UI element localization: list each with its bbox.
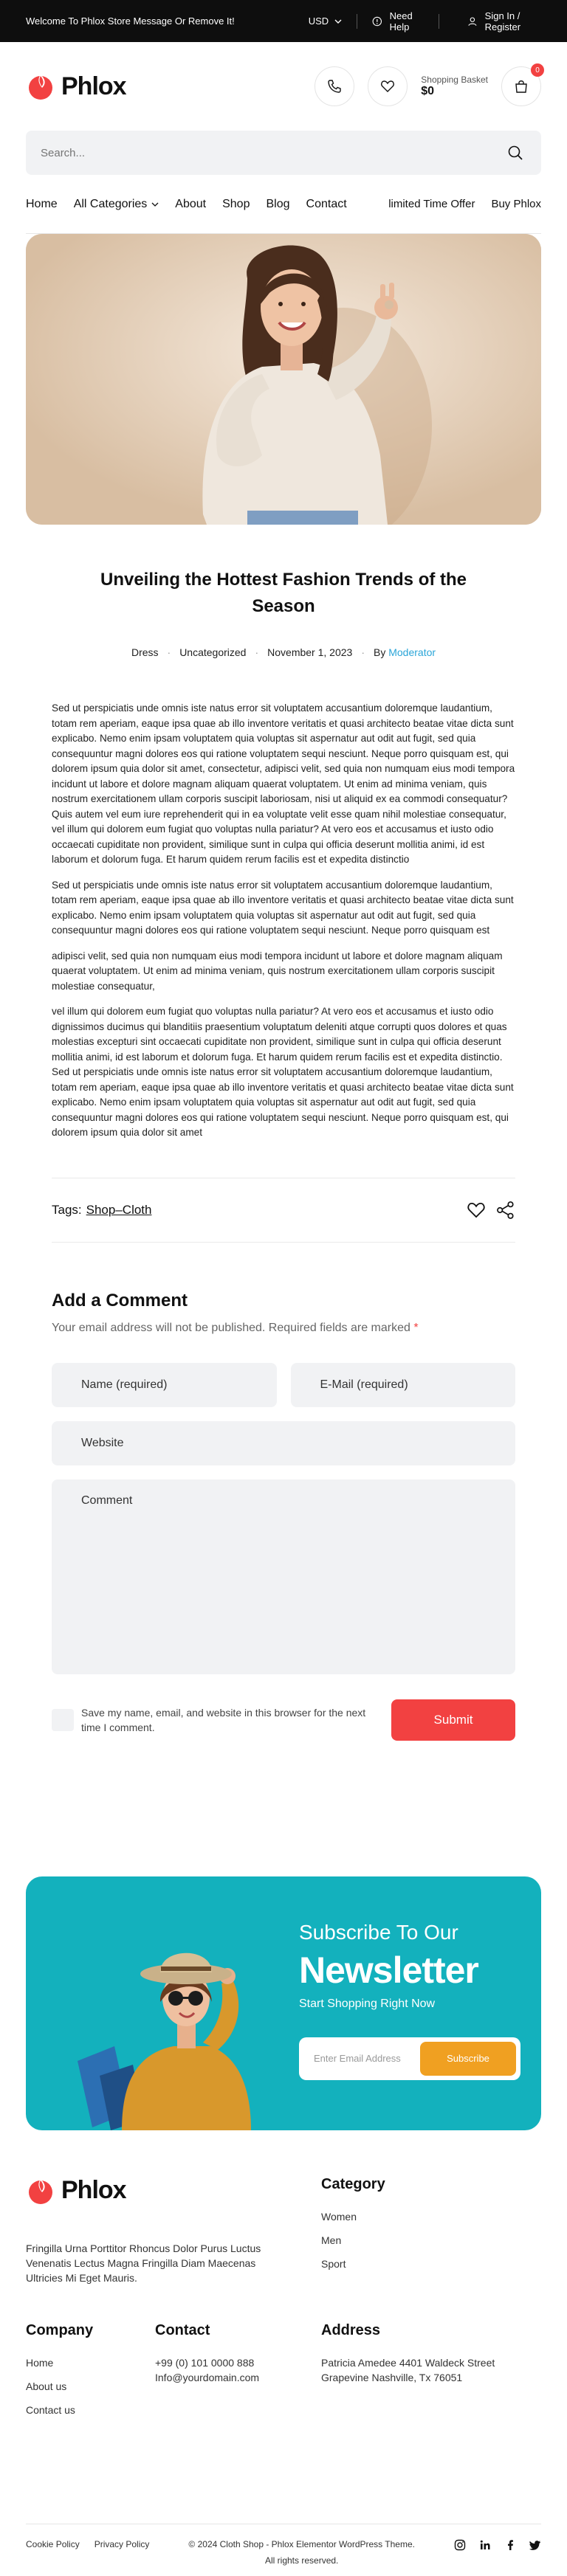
cart-count-badge: 0: [531, 63, 544, 77]
footer-category-link[interactable]: Women: [321, 2210, 357, 2223]
welcome-message: Welcome To Phlox Store Message Or Remove It!: [26, 15, 235, 27]
woman-photo-illustration: [26, 234, 541, 525]
newsletter-title: Newsletter: [299, 1949, 478, 1991]
post-featured-image: [26, 234, 541, 525]
linkedin-icon[interactable]: [479, 2539, 491, 2551]
twitter-icon[interactable]: [529, 2539, 541, 2551]
newsletter-email-input[interactable]: Enter Email Address: [314, 2053, 401, 2064]
footer-company-link[interactable]: Home: [26, 2356, 54, 2369]
comment-form: [52, 1363, 515, 1741]
currency-select[interactable]: [309, 15, 342, 27]
need-help-link[interactable]: [372, 10, 424, 32]
author-link[interactable]: Moderator: [388, 646, 436, 658]
footer-address-line: Patricia Amedee 4401 Waldeck Street: [321, 2356, 495, 2369]
nav-item-home[interactable]: Home: [26, 197, 58, 210]
copyright-line: All rights reserved.: [265, 2555, 339, 2566]
search-icon: [507, 145, 523, 161]
newsletter-text: [299, 1921, 478, 2011]
footer-bottom-bar: [26, 2524, 541, 2569]
logo-text: Phlox: [61, 72, 126, 100]
footer-contact-column: [155, 2322, 259, 2383]
nav-item-label: All Categories: [73, 197, 148, 210]
newsletter-subtitle: Start Shopping Right Now: [299, 1997, 436, 2010]
footer-address-column: [321, 2322, 495, 2383]
nav-item-about[interactable]: About: [175, 197, 207, 210]
cart-button-wrap: [501, 66, 541, 106]
name-field[interactable]: Name (required): [52, 1363, 277, 1407]
footer-address-title: Address: [321, 2321, 381, 2338]
limited-offer-link[interactable]: limited Time Offer: [388, 198, 475, 210]
footer-category-column: [321, 2176, 385, 2282]
sign-in-link[interactable]: [467, 10, 541, 32]
footer-category-link[interactable]: Sport: [321, 2257, 346, 2270]
consent-label: Save my name, email, and website in this browser for the next time I comment.: [81, 1706, 366, 1733]
facebook-icon[interactable]: [504, 2539, 516, 2551]
site-footer: [26, 2176, 541, 2545]
search-bar: [26, 131, 541, 175]
legal-links: [26, 2539, 149, 2549]
footer-company-column: [26, 2322, 93, 2428]
footer-company-link[interactable]: Contact us: [26, 2403, 75, 2416]
post-actions: [467, 1201, 515, 1220]
newsletter-pre-title: Subscribe To Our: [299, 1920, 458, 1944]
site-header: [0, 42, 567, 131]
meta-separator: ·: [167, 646, 171, 658]
footer-address-line: Grapevine Nashville, Tx 76051: [321, 2371, 463, 2383]
email-field[interactable]: E-Mail (required): [291, 1363, 516, 1407]
info-icon: [372, 15, 382, 28]
footer-phone[interactable]: +99 (0) 101 0000 888: [155, 2356, 255, 2369]
basket-label: Shopping Basket: [421, 75, 488, 85]
chevron-down-icon: [151, 201, 159, 208]
basket-summary[interactable]: [421, 75, 488, 98]
main-nav: [26, 175, 541, 234]
post-content: [52, 701, 515, 1141]
website-field[interactable]: Website: [52, 1421, 515, 1465]
tag-link[interactable]: Shop–Cloth: [86, 1202, 152, 1217]
copyright-line: © 2024 Cloth Shop - Phlox Elementor WordPress Theme.: [188, 2539, 415, 2549]
comment-note-text: Your email address will not be published. Required fields are marked: [52, 1321, 410, 1334]
form-row: [52, 1479, 515, 1674]
sign-in-label: Sign In / Register: [484, 10, 521, 32]
meta-separator: ·: [361, 646, 365, 658]
footer-contact-title: Contact: [155, 2321, 210, 2338]
shopper-illustration: [70, 1876, 292, 2130]
footer-company-title: Company: [26, 2321, 94, 2338]
comment-title: Add a Comment: [52, 1290, 188, 1311]
nav-item-all-categories[interactable]: [74, 198, 159, 211]
instagram-icon[interactable]: [454, 2539, 466, 2551]
search-button[interactable]: [504, 142, 526, 164]
subscribe-button[interactable]: Subscribe: [420, 2042, 516, 2076]
need-help-label: Need Help: [389, 10, 413, 32]
footer-company-link[interactable]: About us: [26, 2380, 67, 2392]
header-actions: [315, 66, 541, 106]
footer-logo[interactable]: [26, 2176, 126, 2206]
post-meta: [0, 646, 567, 658]
nav-promo-links: [388, 198, 541, 210]
post-paragraph: Sed ut perspiciatis unde omnis iste natus error sit voluptatem accusantium doloremque laudantium, totam rem aperiam, eaque ipsa quae ab illo inventore veritatis et quasi architecto beatae vitae dicta sunt explicabo. Nemo enim ipsam voluptatem quia voluptas sit aspernatur aut odit aut fugit, sed quia consequuntur magni dolores eos qui ratione voluptatem sequi nesciunt. Neque porro quisquam est: [52, 879, 514, 936]
form-footer: [52, 1699, 515, 1741]
cookie-policy-link[interactable]: Cookie Policy: [26, 2539, 80, 2549]
author-byline: [374, 646, 436, 658]
heart-icon[interactable]: [467, 1201, 486, 1220]
post-title: Unveiling the Hottest Fashion Trends of the Season: [100, 570, 467, 616]
save-info-checkbox[interactable]: [52, 1709, 74, 1731]
tags-label: Tags:: [52, 1202, 82, 1217]
required-mark: *: [413, 1321, 419, 1334]
logo-mark-icon: [26, 72, 55, 101]
footer-category-title: Category: [321, 2175, 385, 2192]
category-link-dress[interactable]: Dress: [131, 646, 159, 658]
nav-item-blog[interactable]: Blog: [266, 197, 290, 210]
post-tags-row: [52, 1178, 515, 1243]
wishlist-button[interactable]: [368, 66, 408, 106]
basket-amount: $0: [421, 85, 435, 97]
social-links: [454, 2539, 541, 2551]
meta-separator: ·: [255, 646, 259, 658]
nav-item-shop[interactable]: Shop: [222, 197, 250, 210]
post-paragraph: vel illum qui dolorem eum fugiat quo voluptas nulla pariatur? At vero eos et accusamus et iusto odio dignissimos ducimus qui blanditiis praesentium voluptatum deleniti atque corrupti quos dolores et quas molestias excepturi sint occaecati cupiditate non provident, similique sunt in culpa qui officia deserunt mollitia animi, id est laborum et dolorum fuga. Et harum quidem rerum facilis est et expedita distinctio. Sed ut perspiciatis unde omnis iste natus error sit voluptatem accusantium doloremque laudantium, totam rem aperiam, eaque ipsa quae ab illo inventore veritatis et quasi architecto beatae vitae dicta sunt explicabo. Nemo enim ipsam voluptatem quia voluptas sit aspernatur aut odit aut fugit, sed quia consequuntur magni dolores eos qui ratione voluptatem sequi nesciunt. Neque porro quisquam est, qui dolorem ipsum quia dolor sit amet: [52, 1006, 514, 1138]
copyright: [149, 2536, 454, 2569]
post-paragraph: Sed ut perspiciatis unde omnis iste natus error sit voluptatem accusantium doloremque laudantium, totam rem aperiam, eaque ipsa quae ab illo inventore veritatis et quasi architecto beatae vitae dicta sunt explicabo. Nemo enim ipsam voluptatem quia voluptas sit aspernatur aut odit aut fugit, sed quia consequuntur magni dolores eos qui ratione voluptatem sequi nesciunt. Neque porro quisquam est, qui dolorem ipsum quia dolor sit amet, consectetur, adipisci velit, sed quia non numquam eius modi tempora incidunt ut labore et dolore magnam aliquam quaerat voluptatem. Ut enim ad minima veniam, quis nostrum exercitationem ullam corporis suscipit laboriosam, nisi ut aliquid ex ea commodi consequatur? Quis autem vel eum iure reprehenderit qui in ea voluptate velit esse quam nihil molestiae consequatur, vel illum qui dolorem eum fugiat quo voluptas nulla pariatur? At vero eos et accusamus et iusto odio occaecati cupiditate non provident, similique sunt in culpa qui officia deserunt mollitia animi, id est laborum et dolorum fuga. Et harum quidem rerum facilis est et expedita distinctio: [52, 702, 515, 865]
buy-phlox-link[interactable]: Buy Phlox: [491, 198, 541, 210]
phone-button[interactable]: [315, 66, 354, 106]
footer-logo-text: Phlox: [61, 2176, 126, 2204]
nav-item-contact[interactable]: Contact: [306, 197, 347, 210]
top-bar: [0, 0, 567, 42]
user-icon: [467, 15, 478, 28]
heart-icon: [380, 79, 395, 94]
currency-value: USD: [308, 15, 329, 27]
form-row: [52, 1363, 515, 1407]
footer-email[interactable]: Info@yourdomain.com: [155, 2371, 260, 2383]
comment-textarea[interactable]: Comment: [52, 1479, 515, 1674]
footer-description: Fringilla Urna Porttitor Rhoncus Dolor Purus Luctus Venenatis Lectus Magna Fringilla Diam Maecenas Ultricies Mi Eget Mauris.: [26, 2242, 261, 2284]
submit-button[interactable]: Submit: [391, 1699, 515, 1741]
chevron-down-icon: [334, 18, 342, 25]
newsletter-form: [299, 2037, 520, 2080]
share-icon[interactable]: [496, 1201, 515, 1220]
footer-category-link[interactable]: Men: [321, 2234, 342, 2246]
search-input[interactable]: [41, 147, 504, 159]
category-link-uncategorized[interactable]: Uncategorized: [179, 646, 247, 658]
post-paragraph: adipisci velit, sed quia non numquam eius modi tempora incidunt ut labore et dolore magnam aliquam quaerat voluptatem. Ut enim ad minima veniam, quis nostrum exercitationem ullam corporis suscipit molestiae consequatur,: [52, 950, 503, 992]
phone-icon: [327, 79, 342, 94]
newsletter-banner: [26, 1876, 541, 2130]
privacy-policy-link[interactable]: Privacy Policy: [94, 2539, 150, 2549]
logo-mark-icon: [26, 2176, 55, 2206]
comment-note: [52, 1322, 515, 1335]
bag-icon: [514, 79, 529, 94]
post-date: November 1, 2023: [267, 646, 353, 658]
site-logo[interactable]: [26, 72, 126, 101]
by-label: By: [374, 646, 386, 658]
form-row: [52, 1421, 515, 1465]
